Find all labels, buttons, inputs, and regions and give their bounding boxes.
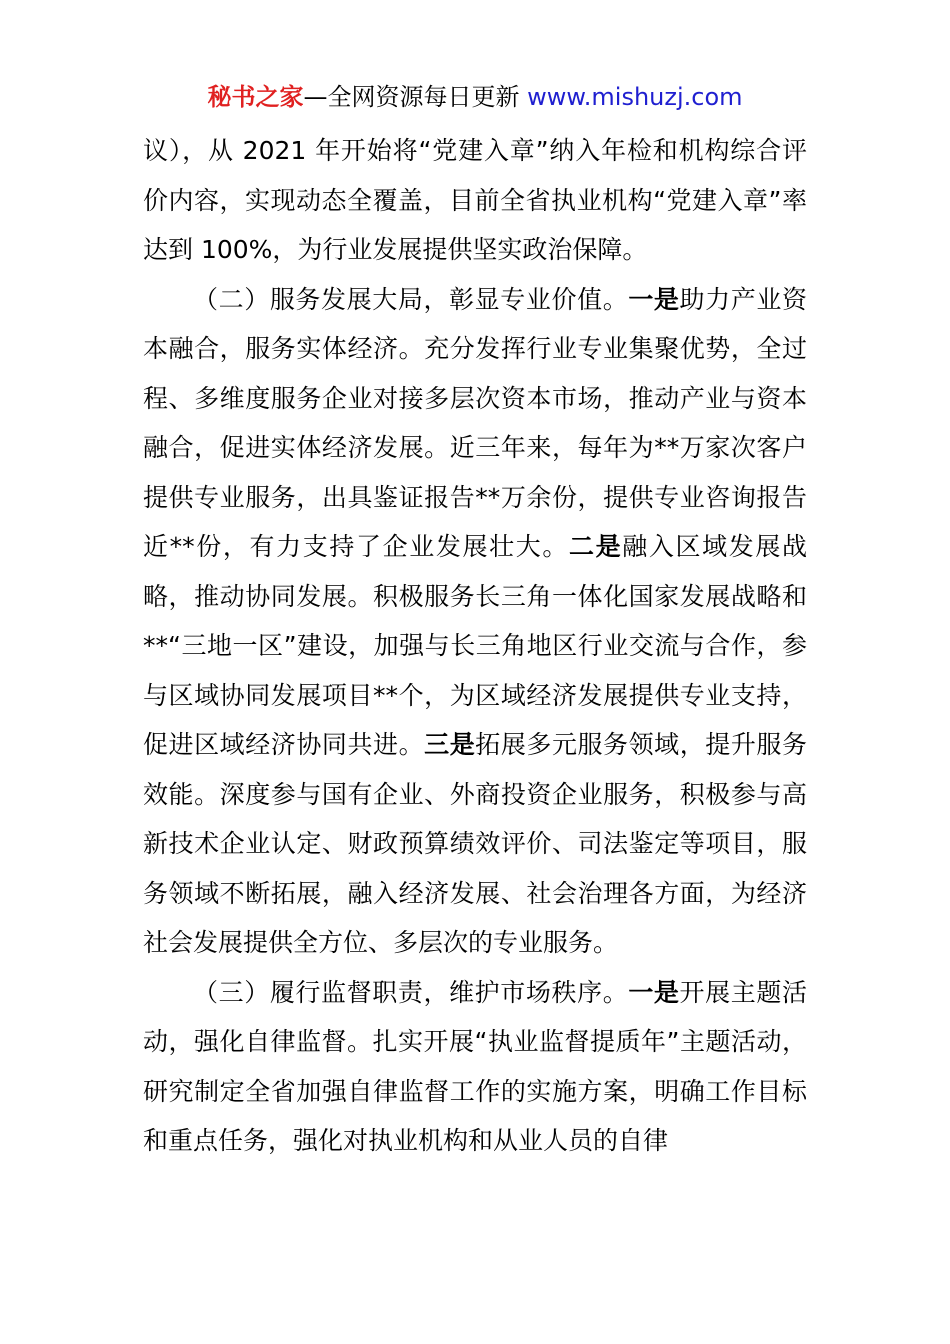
header-url[interactable]: www.mishuzj.com [527,83,743,111]
paragraph-text: 助力产业资本融合，服务实体经济。充分发挥行业专业集聚优势，全过程、多维度服务企业对接多层次资本市场，推动产业与资本融合，促进实体经济发展。近三年来，每年为**万家次客户提供专业服务，出具鉴证报告**万余份，提供专业咨询报告近**份，有力支持了企业发展壮大。 [143,284,807,561]
point-marker-three: 三是 [424,730,476,759]
header-brand: 秘书之家 [207,83,304,111]
paragraph-section-two [143,275,807,968]
paragraph-section-three [143,968,807,1166]
point-marker-one: 一是 [628,284,680,314]
page-header [0,80,950,114]
paragraph-text: 开展主题活动，强化自律监督。扎实开展“执业监督提质年”主题活动，研究制定全省加强自律监督工作的实施方案，明确工作目标和重点任务，强化对执业机构和从业人员的自律 [143,977,807,1155]
header-tagline: —全网资源每日更新 [303,83,528,111]
section-heading: （三）履行监督职责，维护市场秩序。 [193,977,629,1007]
point-marker-two: 二是 [568,532,623,561]
point-marker-one: 一是 [628,977,680,1007]
section-heading: （二）服务发展大局，彰显专业价值。 [193,284,629,314]
paragraph-text: 拓展多元服务领域，提升服务效能。深度参与国有企业、外商投资企业服务，积极参与高新技术企业认定、财政预算绩效评价、司法鉴定等项目，服务领域不断拓展，融入经济发展、社会治理各方面，为经济社会发展提供全方位、多层次的专业服务。 [143,730,807,957]
paragraph-continuation [143,126,807,275]
document-body [143,126,807,1166]
paragraph-text: 融入区域发展战略，推动协同发展。积极服务长三角一体化国家发展战略和**“三地一区”建设，加强与长三角地区行业交流与合作，参与区域协同发展项目**个，为区域经济发展提供专业支持，促进区域经济协同共进。 [143,532,807,759]
paragraph-text: 议），从 2021 年开始将“党建入章”纳入年检和机构综合评价内容，实现动态全覆盖，目前全省执业机构“党建入章”率达到 100%，为行业发展提供坚实政治保障。 [143,136,807,264]
